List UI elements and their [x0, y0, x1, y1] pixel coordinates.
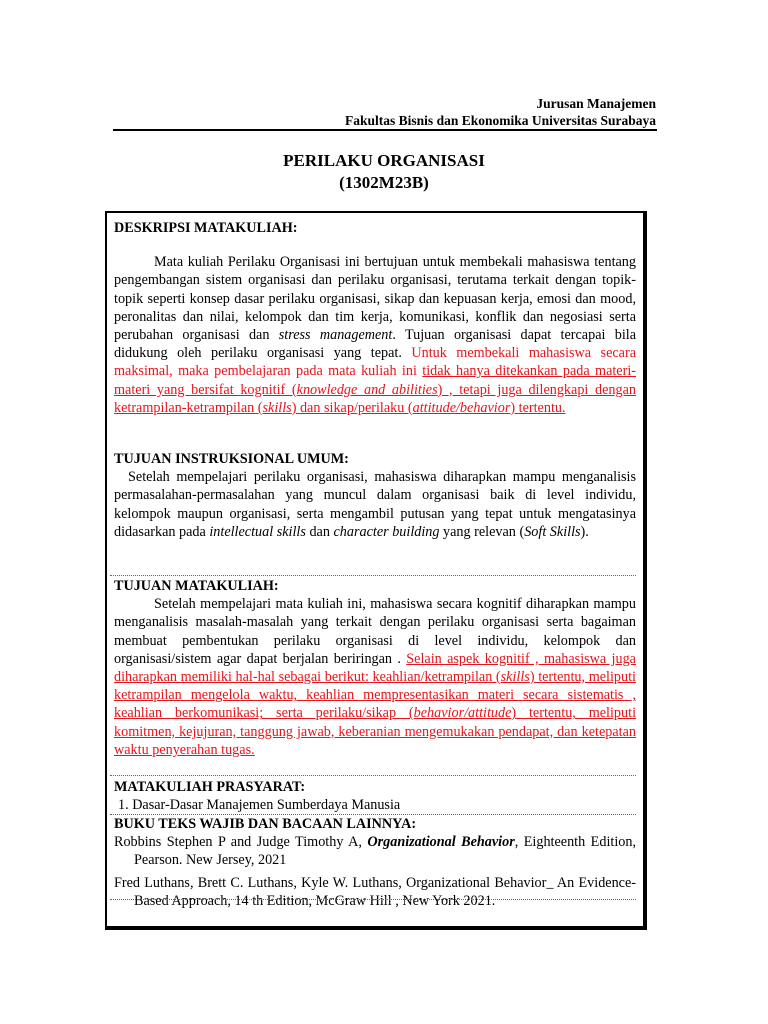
faculty-university: Fakultas Bisnis dan Ekonomika Universitas Surabaya	[345, 113, 656, 128]
section-tujuan-mk	[114, 577, 636, 759]
deskripsi-red-c-em: skills	[262, 399, 292, 416]
deskripsi-p1-end: . Tujuan organisasi dapat tercapai bila didukung oleh perilaku organisasi yang tepat.	[114, 327, 637, 362]
section-tujuan-umum	[114, 450, 636, 541]
divider	[110, 775, 636, 776]
tujuan-umum-mid: dan	[305, 523, 334, 540]
deskripsi-red-d: ) dan sikap/perilaku (	[291, 399, 413, 416]
deskripsi-red-a: Untuk membekali mahasiswa secara maksimal, maka pembelajaran pada mata kuliah ini	[114, 345, 636, 380]
tujuan-mk-red1: Selain aspek kognitif , mahasiswa juga diharapkan memiliki hal-hal sebagai berikut: keahlian/ketrampilan (	[114, 650, 636, 686]
tujuan-mk-red2: ) tertentu, meliputi ketrampilan mengelola waktu, keahlian mempresentasikan materi secara sistematis , keahlian berkomunikasi; serta perilaku/sikap (	[114, 669, 637, 722]
tujuan-mk-heading: TUJUAN MATAKULIAH:	[114, 578, 279, 594]
deskripsi-em: stress management	[278, 327, 393, 344]
buku-heading: BUKU TEKS WAJIB DAN BACAAN LAINNYA:	[114, 816, 417, 832]
deskripsi-red-c: ) , tetapi juga dilengkapi dengan ketrampilan-ketrampilan (	[114, 381, 636, 416]
deskripsi-heading: DESKRIPSI MATAKULIAH:	[114, 220, 298, 236]
tujuan-umum-em2: character building	[333, 523, 440, 540]
tujuan-umum-em3: Soft Skills	[524, 523, 581, 540]
prasyarat-item: 1. Dasar-Dasar Manajemen Sumberdaya Manusia	[118, 797, 401, 814]
deskripsi-red-b: tidak hanya ditekankan pada materi-materi yang bersifat kognitif (	[114, 363, 636, 398]
department-header	[345, 95, 656, 129]
course-name: PERILAKU ORGANISASI	[283, 151, 485, 170]
section-prasyarat	[114, 778, 636, 814]
ref1-authors: Robbins Stephen P and Judge Timothy A,	[114, 834, 368, 851]
tujuan-mk-p1: Setelah mempelajari mata kuliah ini, mahasiswa secara kognitif diharapkan mampu menganalisis masalah-masalah yang terkait dengan perilaku organisasi serta bagaiman membuat pembentukan perilaku organisasi di level individu, kelompok dan organisasi/sistem agar dapat berjalan beriringan .	[114, 596, 636, 667]
course-code: (1302M23B)	[339, 173, 429, 192]
tujuan-mk-red1-em: skills	[500, 669, 530, 686]
tujuan-umum-mid2: yang relevan (	[439, 523, 525, 540]
tujuan-umum-heading: TUJUAN INSTRUKSIONAL UMUM:	[114, 451, 349, 467]
ref1-details: , Eighteenth Edition, Pearson. New Jersey, 2021	[134, 834, 636, 869]
prasyarat-heading: MATAKULIAH PRASYARAT:	[114, 779, 306, 795]
header-rule	[113, 129, 657, 131]
deskripsi-red-e: ) tertentu.	[510, 399, 566, 416]
tujuan-umum-end: ).	[580, 523, 589, 540]
tujuan-mk-text	[114, 595, 636, 759]
course-title	[0, 150, 768, 194]
ref1-title: Organizational Behavior	[367, 834, 515, 851]
deskripsi-red-b-em: knowledge and abilities	[296, 381, 438, 398]
tujuan-umum-p1: Setelah mempelajari perilaku organisasi, mahasiswa diharapkan mampu menganalisis permasalahan-permasalahan yang muncul dalam organisasi baik di level individu, kelompok maupun organisasi, serta mengambil putusan yang tepat untuk mengatasinya didasarkan pada	[114, 469, 636, 540]
deskripsi-text	[114, 253, 636, 417]
tujuan-mk-red2-em: behavior/attitude	[413, 705, 512, 722]
section-buku	[114, 815, 636, 910]
deskripsi-red-d-em: attitude/behavior	[412, 399, 511, 416]
tujuan-umum-text	[114, 468, 636, 541]
section-deskripsi	[114, 219, 636, 417]
divider	[110, 575, 636, 576]
department-name: Jurusan Manajemen	[536, 96, 656, 111]
reference-1	[114, 833, 636, 869]
deskripsi-p1: Mata kuliah Perilaku Organisasi ini bertujuan untuk membekali mahasiswa tentang pengembangan sistem organisasi dan perilaku organisasi, terutama terkait dengan topik-topik seperti konsep dasar perilaku organisasi, sikap dan kepuasan kerja, emosi dan mood, peronalitas dan nilai, kelompok dan tim kerja, komunikasi, konflik dan negosiasi serta perubahan organisasi dan	[114, 254, 636, 344]
course-info-box	[105, 211, 647, 930]
reference-2: Fred Luthans, Brett C. Luthans, Kyle W. Luthans, Organizational Behavior_ An Evidence-Based Approach, 14 th Edition, McGraw Hill , New York 2021.	[114, 874, 636, 909]
divider	[110, 899, 636, 900]
tujuan-mk-red3: ) tertentu, meliputi komitmen, kejujuran, tanggung jawab, keberanian mengemukakan pendapat, dan ketepatan waktu penyerahan tugas.	[114, 705, 637, 758]
tujuan-umum-em1: intellectual skills	[209, 523, 306, 540]
